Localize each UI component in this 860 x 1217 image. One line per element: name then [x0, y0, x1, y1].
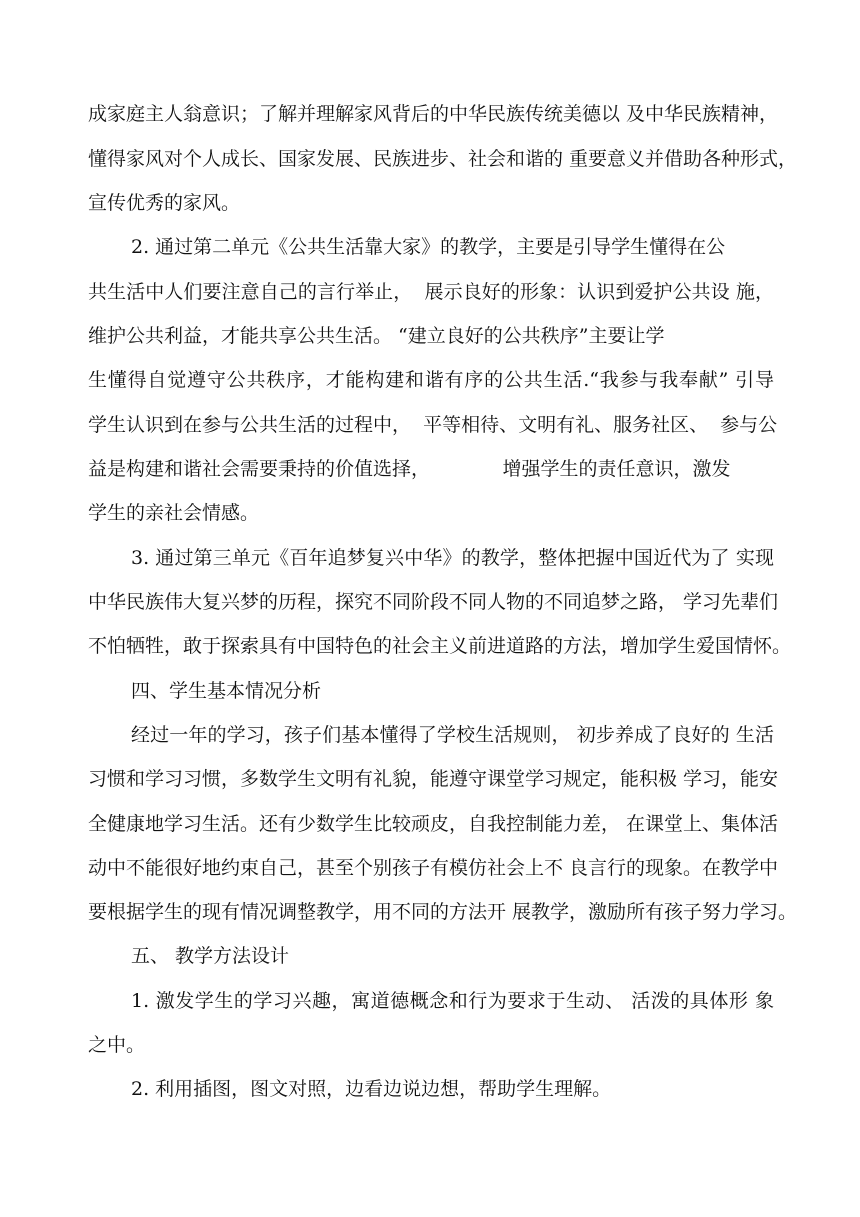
text-line: 之中。	[88, 1034, 146, 1056]
text-line: 不怕牺牲，敢于探索具有中国特色的社会主义前进道路的方法，增加学生爱国情怀。	[88, 635, 792, 657]
text-line: 学生认识到在参与公共生活的过程中， 平等相待、文明有礼、服务社区、 参与公	[88, 414, 778, 436]
text-line: 要根据学生的现有情况调整教学，用不同的方法开 展教学，激励所有孩子努力学习。	[88, 901, 798, 923]
text-line: 懂得家风对个人成长、国家发展、民族进步、社会和谐的 重要意义并借助各种形式，	[88, 148, 798, 170]
text-line: 维护公共利益，才能共享公共生活。 “建立良好的公共秩序”主要让学	[88, 325, 665, 347]
text-line: 宣传优秀的家风。	[88, 192, 241, 214]
text-line: 益是构建和谐社会需要秉持的价值选择， 增强学生的责任意识，激发	[88, 458, 731, 480]
text-line: 动中不能很好地约束自己，甚至个别孩子有模仿社会上不 良言行的现象。在教学中	[88, 857, 779, 879]
text-line: 2. 通过第二单元《公共生活靠大家》的教学，主要是引导学生懂得在公	[131, 236, 726, 258]
text-line: 3. 通过第三单元《百年追梦复兴中华》的教学，整体把握中国近代为了 实现	[131, 547, 774, 569]
text-line: 生懂得自觉遵守公共秩序，才能构建和谐有序的公共生活.“我参与我奉献” 引导	[88, 369, 774, 391]
text-line: 中华民族伟大复兴梦的历程，探究不同阶段不同人物的不同追梦之路， 学习先辈们	[88, 591, 779, 613]
text-line: 共生活中人们要注意自己的言行举止， 展示良好的形象：认识到爱护公共设 施，	[88, 281, 774, 303]
text-line: 习惯和学习习惯，多数学生文明有礼貌，能遵守课堂学习规定，能积极 学习，能安	[88, 768, 779, 790]
section-heading: 五、 教学方法设计	[131, 945, 290, 967]
text-line: 全健康地学习生活。还有少数学生比较顽皮，自我控制能力差， 在课堂上、集体活	[88, 813, 779, 835]
text-line: 成家庭主人翁意识；了解并理解家风背后的中华民族传统美德以 及中华民族精神，	[88, 103, 779, 125]
text-line: 经过一年的学习，孩子们基本懂得了学校生活规则， 初步养成了良好的 生活	[131, 724, 774, 746]
section-heading: 四、学生基本情况分析	[131, 680, 322, 702]
text-line: 2. 利用插图，图文对照，边看边说边想，帮助学生理解。	[131, 1078, 612, 1100]
text-line: 学生的亲社会情感。	[88, 502, 260, 524]
text-line: 1. 激发学生的学习兴趣，寓道德概念和行为要求于生动、 活泼的具体形 象	[131, 990, 774, 1012]
